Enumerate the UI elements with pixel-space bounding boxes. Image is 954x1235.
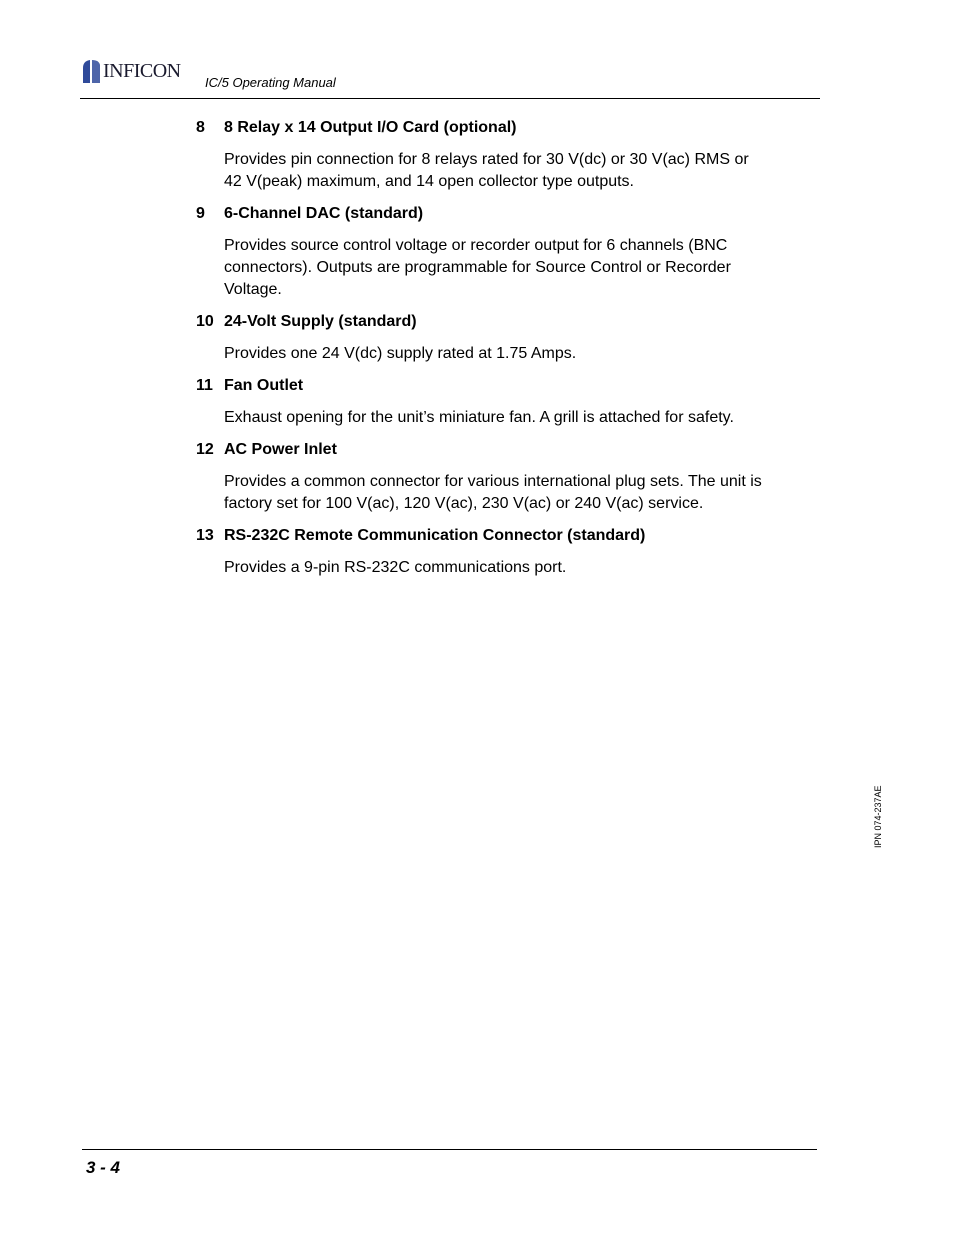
description-line: Voltage. bbox=[224, 281, 282, 298]
item-description bbox=[224, 471, 806, 515]
item-title: 8 Relay x 14 Output I/O Card (optional) bbox=[224, 119, 517, 136]
item-number: 9 bbox=[196, 205, 205, 222]
logo-wordmark: INFICON bbox=[103, 60, 181, 82]
header-rule bbox=[80, 98, 820, 99]
item-title: AC Power Inlet bbox=[224, 441, 337, 458]
description-line: Provides a common connector for various international plug sets. The unit is bbox=[224, 473, 762, 490]
description-line: 42 V(peak) maximum, and 14 open collector type outputs. bbox=[224, 173, 634, 190]
item-number: 12 bbox=[196, 441, 214, 458]
description-line: Provides source control voltage or recorder output for 6 channels (BNC bbox=[224, 237, 728, 254]
item-number: 11 bbox=[196, 377, 213, 394]
description-line: Provides one 24 V(dc) supply rated at 1.75 Amps. bbox=[224, 345, 577, 362]
item-heading bbox=[196, 203, 806, 225]
footer-rule bbox=[82, 1149, 817, 1150]
item-number: 8 bbox=[196, 119, 205, 136]
list-item bbox=[196, 439, 806, 515]
description-line: connectors). Outputs are programmable for Source Control or Recorder bbox=[224, 259, 731, 276]
list-item bbox=[196, 525, 806, 579]
page-number: 3 - 4 bbox=[86, 1158, 121, 1177]
document-ipn: IPN 074-237AE bbox=[873, 785, 883, 848]
item-heading bbox=[196, 439, 806, 461]
list-item bbox=[196, 375, 806, 429]
item-description bbox=[224, 235, 806, 301]
item-number: 10 bbox=[196, 313, 214, 330]
list-item bbox=[196, 311, 806, 365]
inficon-logo bbox=[81, 59, 181, 83]
list-item bbox=[196, 117, 806, 193]
item-description bbox=[224, 343, 806, 365]
list-item bbox=[196, 203, 806, 301]
description-line: factory set for 100 V(ac), 120 V(ac), 230 V(ac) or 240 V(ac) service. bbox=[224, 495, 704, 512]
inficon-logo-mark-icon bbox=[81, 59, 101, 83]
item-number: 13 bbox=[196, 527, 214, 544]
item-description bbox=[224, 149, 806, 193]
description-line: Exhaust opening for the unit’s miniature fan. A grill is attached for safety. bbox=[224, 409, 734, 426]
item-list bbox=[196, 117, 806, 589]
manual-title: IC/5 Operating Manual bbox=[205, 75, 336, 90]
item-heading bbox=[196, 525, 806, 547]
item-title: Fan Outlet bbox=[224, 377, 304, 394]
item-title: 6-Channel DAC (standard) bbox=[224, 205, 424, 222]
description-line: Provides pin connection for 8 relays rated for 30 V(dc) or 30 V(ac) RMS or bbox=[224, 151, 749, 168]
description-line: Provides a 9-pin RS-232C communications port. bbox=[224, 559, 567, 576]
item-heading bbox=[196, 311, 806, 333]
item-title: 24-Volt Supply (standard) bbox=[224, 313, 417, 330]
item-heading bbox=[196, 117, 806, 139]
item-title: RS-232C Remote Communication Connector (standard) bbox=[224, 527, 646, 544]
item-heading bbox=[196, 375, 806, 397]
item-description bbox=[224, 407, 806, 429]
item-description bbox=[224, 557, 806, 579]
